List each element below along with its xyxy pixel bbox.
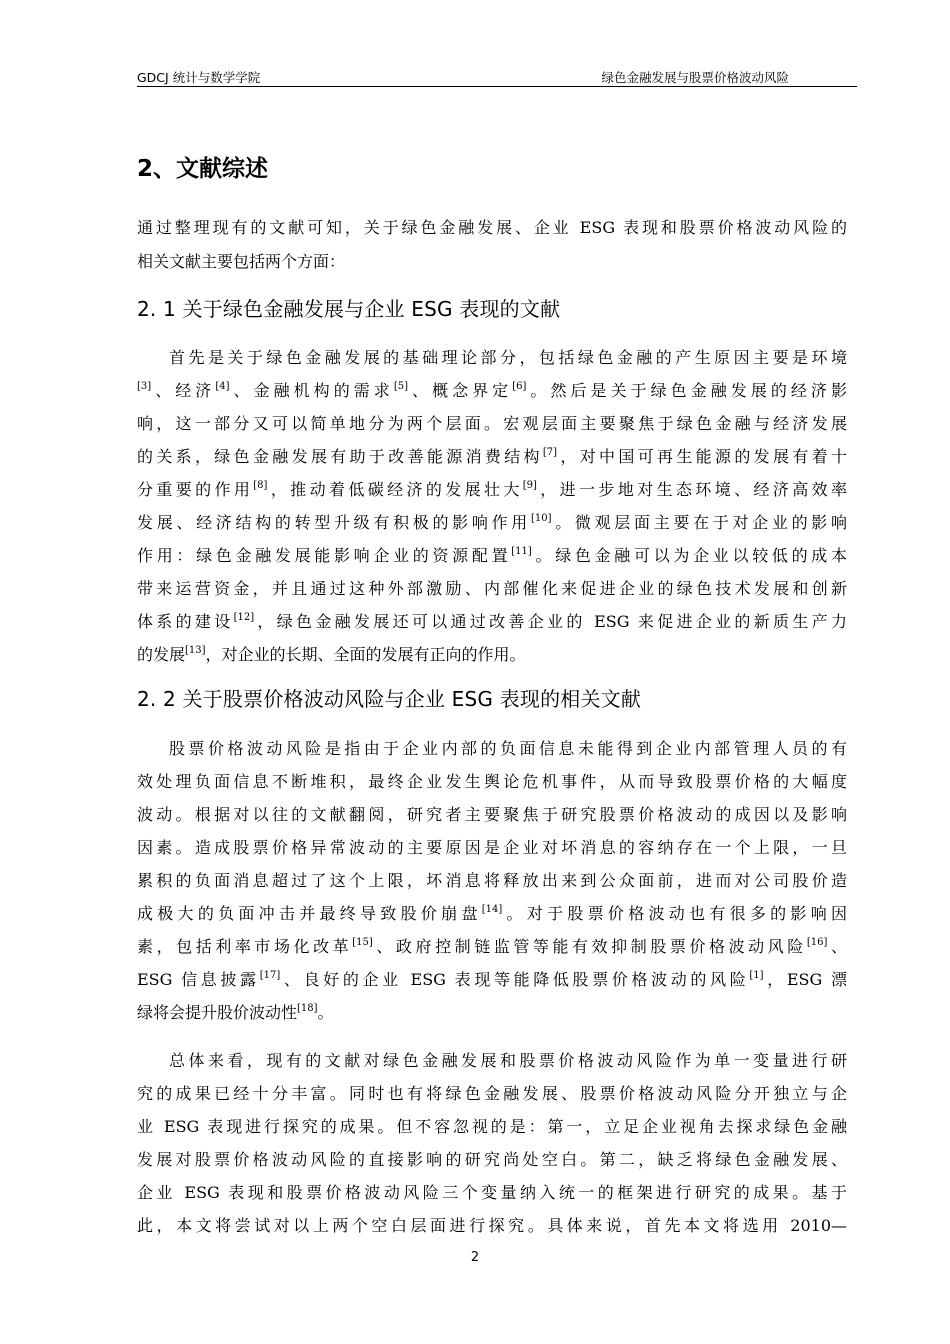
citation: [7] <box>542 447 558 458</box>
citation: [18] <box>297 1003 318 1014</box>
citation: [6] <box>512 381 527 392</box>
citation: [10] <box>530 513 552 524</box>
citation: [1] <box>749 970 764 981</box>
paragraph-line: 效处理负面信息不断堆积，最终企业发生舆论危机事件，从而导致股票价格的大幅度 <box>137 772 847 791</box>
paragraph-line: 响，这一部分又可以简单地分为两个层面。宏观层面主要聚焦于绿色金融与经济发展 <box>137 414 847 433</box>
citation: [11] <box>511 546 532 557</box>
paragraph-line: 究的成果已经十分丰富。同时也有将绿色金融发展、股票价格波动风险分开独立与企 <box>137 1084 847 1103</box>
citation: [4] <box>215 381 230 392</box>
paragraph-line: 业 ESG 表现进行探究的成果。但不容忽视的是：第一，立足企业视角去探求绿色金融 <box>137 1117 847 1136</box>
paragraph-line: 波动。根据对以往的文献翻阅，研究者主要聚焦于研究股票价格波动的成因以及影响 <box>137 805 847 824</box>
paragraph-line: 成极大的负面冲击并最终导致股价崩盘[14]。对于股票价格波动也有很多的影响因 <box>137 904 847 923</box>
paragraph-line: 此，本文将尝试对以上两个空白层面进行探究。具体来说，首先本文将选用 2010— <box>137 1216 847 1235</box>
paragraph-line: 素，包括利率市场化改革[15]、政府控制链监管等能有效抑制股票价格波动风险[16]、 <box>137 937 847 956</box>
paragraph-line: 累积的负面消息超过了这个上限，坏消息将释放出来到公众面前，进而对公司股价造 <box>137 871 847 890</box>
header-left: GDCJ 统计与数学学院 <box>137 70 261 85</box>
intro-line: 通过整理现有的文献可知，关于绿色金融发展、企业 ESG 表现和股票价格波动风险的 <box>137 218 847 237</box>
page-number: 2 <box>470 1250 480 1265</box>
citation: [8] <box>253 480 268 491</box>
section-title: 2、文献综述 <box>137 156 269 182</box>
citation: [17] <box>259 970 281 981</box>
intro-line: 相关文献主要包括两个方面： <box>137 252 346 271</box>
citation: [12] <box>233 612 255 623</box>
paragraph-line: 总体来看，现有的文献对绿色金融发展和股票价格波动风险作为单一变量进行研 <box>169 1051 847 1070</box>
paragraph-line: 首先是关于绿色金融发展的基础理论部分，包括绿色金融的产生原因主要是环境 <box>169 348 847 367</box>
paragraph-line: [3]、经济[4]、金融机构的需求[5]、概念界定[6]。然后是关于绿色金融发展的经济影 <box>137 381 847 400</box>
paragraph-line: 股票价格波动风险是指由于企业内部的负面信息未能得到企业内部管理人员的有 <box>169 739 847 758</box>
paragraph-line: 企业 ESG 表现和股票价格波动风险三个变量纳入统一的框架进行研究的成果。基于 <box>137 1183 847 1202</box>
citation: [5] <box>393 381 408 392</box>
paragraph-line: 因素。造成股票价格异常波动的主要原因是企业对坏消息的容纳存在一个上限，一旦 <box>137 838 847 857</box>
citation: [14] <box>481 904 503 915</box>
citation: [16] <box>806 937 828 948</box>
running-header <box>137 66 857 87</box>
header-right: 绿色金融发展与股票价格波动风险 <box>601 70 789 85</box>
citation: [13] <box>185 645 206 656</box>
paragraph-line: 绿将会提升股价波动性[18]。 <box>137 1003 334 1022</box>
citation: [15] <box>352 937 373 948</box>
paragraph-line: 的发展[13]，对企业的长期、全面的发展有正向的作用。 <box>137 645 526 664</box>
paragraph-line: 带来运营资金，并且通过这种外部激励、内部催化来促进企业的绿色技术发展和创新 <box>137 579 847 598</box>
paragraph-line: 发展对股票价格波动风险的直接影响的研究尚处空白。第二，缺乏将绿色金融发展、 <box>137 1150 847 1169</box>
paragraph-line: 体系的建设[12]，绿色金融发展还可以通过改善企业的 ESG 来促进企业的新质生产力 <box>137 612 847 631</box>
paragraph-line: 作用：绿色金融发展能影响企业的资源配置[11]。绿色金融可以为企业以较低的成本 <box>137 546 847 565</box>
paragraph-line: 的关系，绿色金融发展有助于改善能源消费结构[7]，对中国可再生能源的发展有着十 <box>137 447 847 466</box>
paragraph-line: 分重要的作用[8]，推动着低碳经济的发展壮大[9]，进一步地对生态环境、经济高效率 <box>137 480 847 499</box>
subsection-title: 2. 2 关于股票价格波动风险与企业 ESG 表现的相关文献 <box>137 687 642 711</box>
citation: [9] <box>522 480 537 491</box>
paragraph-line: 发展、经济结构的转型升级有积极的影响作用[10]。微观层面主要在于对企业的影响 <box>137 513 847 532</box>
subsection-title: 2. 1 关于绿色金融发展与企业 ESG 表现的文献 <box>137 297 561 321</box>
paragraph-line: ESG 信息披露[17]、良好的企业 ESG 表现等能降低股票价格波动的风险[1]，ESG 漂 <box>137 970 847 989</box>
citation: [3] <box>137 381 152 392</box>
